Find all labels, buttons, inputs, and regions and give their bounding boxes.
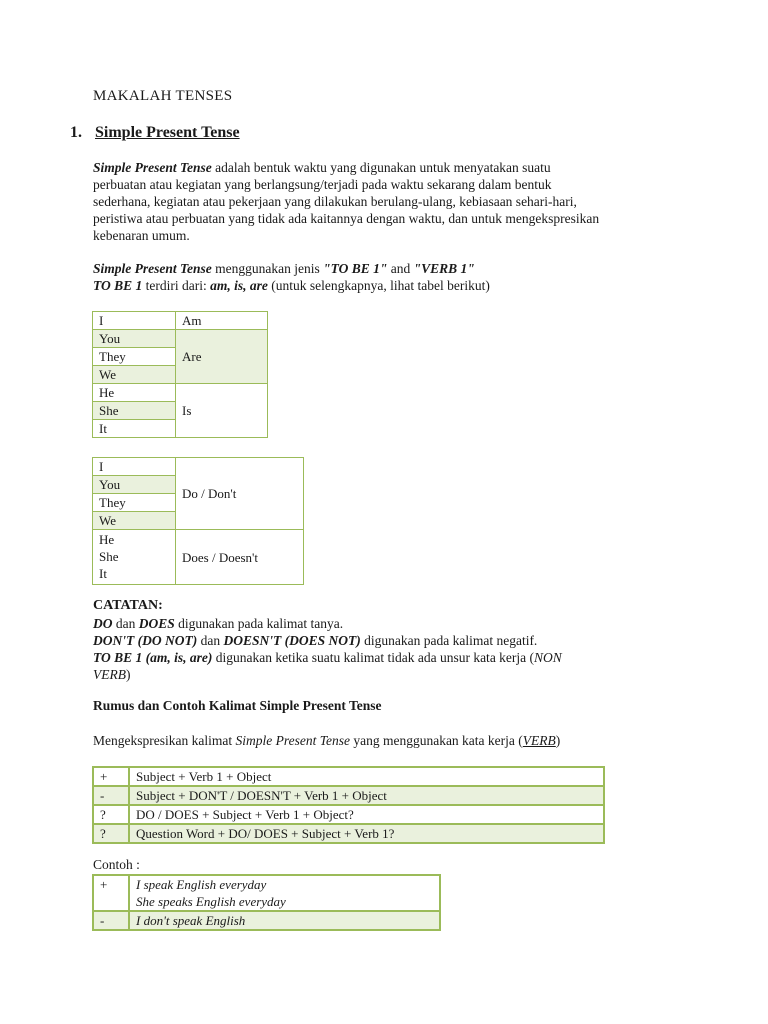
sign-cell: ? [93,824,129,843]
pronoun-line: She [99,549,119,564]
example-line: She speaks English everyday [136,894,286,909]
sign-cell: - [93,911,129,930]
uses-term: Simple Present Tense [93,261,212,276]
example-line: I speak English everyday [136,877,267,892]
do-dont-cell: Do / Don't [176,458,304,530]
section-title: Simple Present Tense [95,124,240,141]
formula-cell: DO / DOES + Subject + Verb 1 + Object? [129,805,604,824]
pronoun-cell: You [93,476,176,494]
tobe-are-cell: Are [176,330,268,384]
table-row [93,875,440,911]
table-row [93,786,604,805]
table-row [93,805,604,824]
rumus-heading: Rumus dan Contoh Kalimat Simple Present Tense [93,698,382,713]
contoh-label: Contoh : [93,857,140,872]
uses-text: and [387,261,414,276]
uses-text: (untuk selengkapnya, lihat tabel berikut) [267,278,490,293]
example-cell [129,875,440,911]
formula-cell: Question Word + DO/ DOES + Subject + Verb 1? [129,824,604,843]
he-she-it-cell [93,530,176,585]
intro-line: perbuatan atau kegiatan yang berlangsung/terjadi pada waktu sekarang dalam bentuk [93,177,552,192]
example-table [92,874,441,931]
uses-text: menggunakan jenis [211,261,324,276]
sign-cell: ? [93,805,129,824]
intro-line: adalah bentuk waktu yang digunakan untuk menyatakan suatu [211,160,551,175]
note-term: DOESN'T (DOES NOT) [223,633,361,648]
document-title: MAKALAH TENSES [93,88,233,104]
intro-line: sederhana, kegiatan atau pekerjaan yang dilakukan berulang-ulang, kebiasaan sehari-hari, [93,194,577,209]
does-doesnt-cell: Does / Doesn't [176,530,304,585]
pronoun-line: He [99,532,115,547]
note-text: digunakan pada kalimat negatif. [360,633,538,648]
note-text: VERB [93,667,126,682]
pronoun-cell: She [93,402,176,420]
pronoun-cell: You [93,330,176,348]
note-text: dan [112,616,139,631]
tobe-am-cell: Am [176,312,268,330]
pronoun-cell: We [93,512,176,530]
pronoun-cell: I [93,312,176,330]
sign-cell: + [93,767,129,786]
express-verb: VERB [522,733,556,748]
table-row [93,767,604,786]
formula-cell: Subject + Verb 1 + Object [129,767,604,786]
express-line [93,732,693,749]
intro-paragraph [93,159,693,244]
formula-cell: Subject + DON'T / DOESN'T + Verb 1 + Object [129,786,604,805]
pronoun-cell: They [93,494,176,512]
section-number: 1. [70,124,82,141]
uses-verb: "VERB 1" [413,261,475,276]
note-text: dan [197,633,224,648]
express-term: Simple Present Tense [235,733,350,748]
pronoun-cell: I [93,458,176,476]
note-text: digunakan pada kalimat tanya. [174,616,344,631]
intro-line: kebenaran umum. [93,228,190,243]
example-cell: I don't speak English [129,911,440,930]
intro-line: peristiwa atau perbuatan yang tidak ada kaitannya dengan waktu, dan untuk mengekspresikan [93,211,600,226]
intro-term: Simple Present Tense [93,160,212,175]
uses-paragraph [93,260,693,294]
tobe-is-cell: Is [176,384,268,438]
pronoun-cell: It [93,420,176,438]
sign-cell: + [93,875,129,911]
table-row [93,824,604,843]
uses-list: am, is, are [210,278,268,293]
note-term: TO BE 1 (am, is, are) [93,650,213,665]
notes-paragraph [93,615,693,683]
note-text: digunakan ketika suatu kalimat tidak ada unsur kata kerja ( [212,650,535,665]
note-term: DON'T (DO NOT) [93,633,198,648]
note-text: ) [126,667,131,682]
uses-tobe: "TO BE 1" [323,261,388,276]
express-text: yang menggunakan kata kerja ( [349,733,523,748]
notes-heading: CATATAN: [93,598,163,613]
express-text: ) [555,733,561,748]
pronoun-cell: He [93,384,176,402]
pronoun-line: It [99,566,107,581]
note-text: NON [534,650,562,665]
note-term: DO [93,616,113,631]
pronoun-cell: They [93,348,176,366]
express-text: Mengekspresikan kalimat [93,733,236,748]
uses-tobe-label: TO BE 1 [93,278,143,293]
pronoun-cell: We [93,366,176,384]
uses-text: terdiri dari: [142,278,211,293]
table-row [93,911,440,930]
sign-cell: - [93,786,129,805]
formula-table [92,766,605,844]
do-table [92,457,304,585]
tobe-table [92,311,268,438]
note-term: DOES [138,616,175,631]
